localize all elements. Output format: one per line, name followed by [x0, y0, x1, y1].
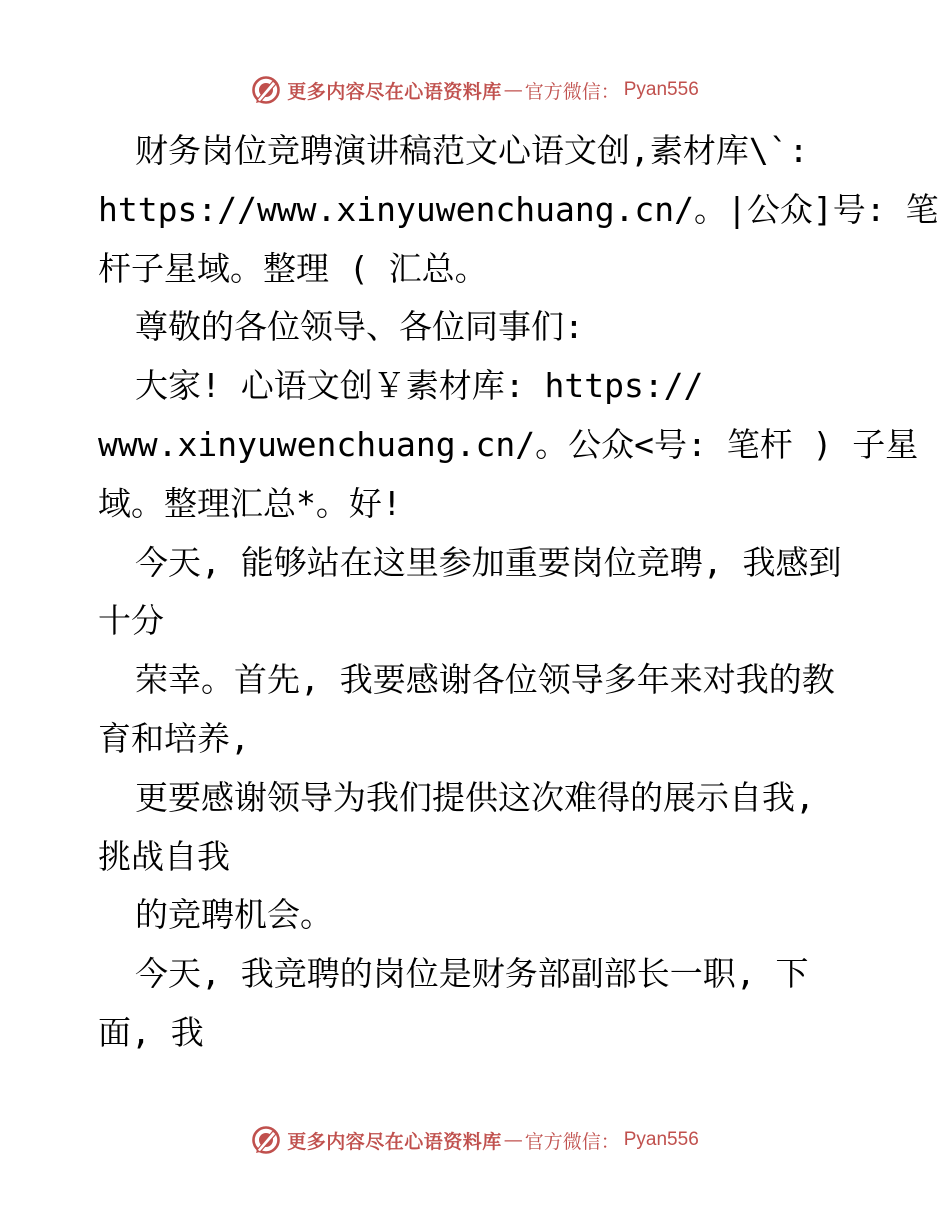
body-line: 挑战自我 — [98, 836, 230, 876]
document-body — [98, 122, 939, 1063]
body-line: 面, 我 — [98, 1012, 204, 1052]
body-line: 今天, 我竞聘的岗位是财务部副部长一职, 下 — [135, 954, 809, 994]
body-line: 的竞聘机会。 — [135, 895, 333, 935]
body-line: 十分 — [98, 601, 164, 641]
body-line: https://www.xinyuwenchuang.cn/。|公众]号: 笔 — [98, 189, 939, 229]
body-line: 财务岗位竞聘演讲稿范文心语文创,素材库\`: — [135, 131, 809, 170]
body-line: 尊敬的各位领导、各位同事们: — [135, 307, 584, 347]
body-line: 荣幸。首先, 我要感谢各位领导多年来对我的教 — [135, 660, 835, 700]
footer-wechat-label: 官方微信： — [524, 1130, 620, 1153]
body-line: 大家! 心语文创￥素材库: https:// — [135, 366, 704, 406]
body-line: www.xinyuwenchuang.cn/。公众<号: 笔杆 ) 子星 — [98, 424, 919, 464]
header-banner-text: 更多内容尽在心语资料库 — [287, 80, 502, 103]
body-line: 域。整理汇总*。好! — [98, 483, 402, 523]
footer-banner-separator: — — [503, 1129, 523, 1151]
body-line: 杆子星域。整理 ( 汇总。 — [98, 248, 488, 288]
header-banner — [0, 70, 950, 110]
header-banner-separator: — — [503, 79, 523, 101]
body-line: 今天, 能够站在这里参加重要岗位竞聘, 我感到 — [135, 542, 842, 582]
pen-circle-logo-icon — [251, 75, 281, 105]
footer-banner — [0, 1120, 950, 1160]
body-line: 更要感谢领导为我们提供这次难得的展示自我, — [135, 777, 815, 817]
body-line: 育和培养, — [98, 718, 250, 758]
header-wechat-label: 官方微信： — [524, 80, 620, 103]
footer-wechat-id: Pyan556 — [623, 1129, 699, 1150]
pen-circle-logo-icon — [251, 1125, 281, 1155]
header-wechat-id: Pyan556 — [623, 79, 699, 100]
footer-banner-text: 更多内容尽在心语资料库 — [287, 1130, 502, 1153]
